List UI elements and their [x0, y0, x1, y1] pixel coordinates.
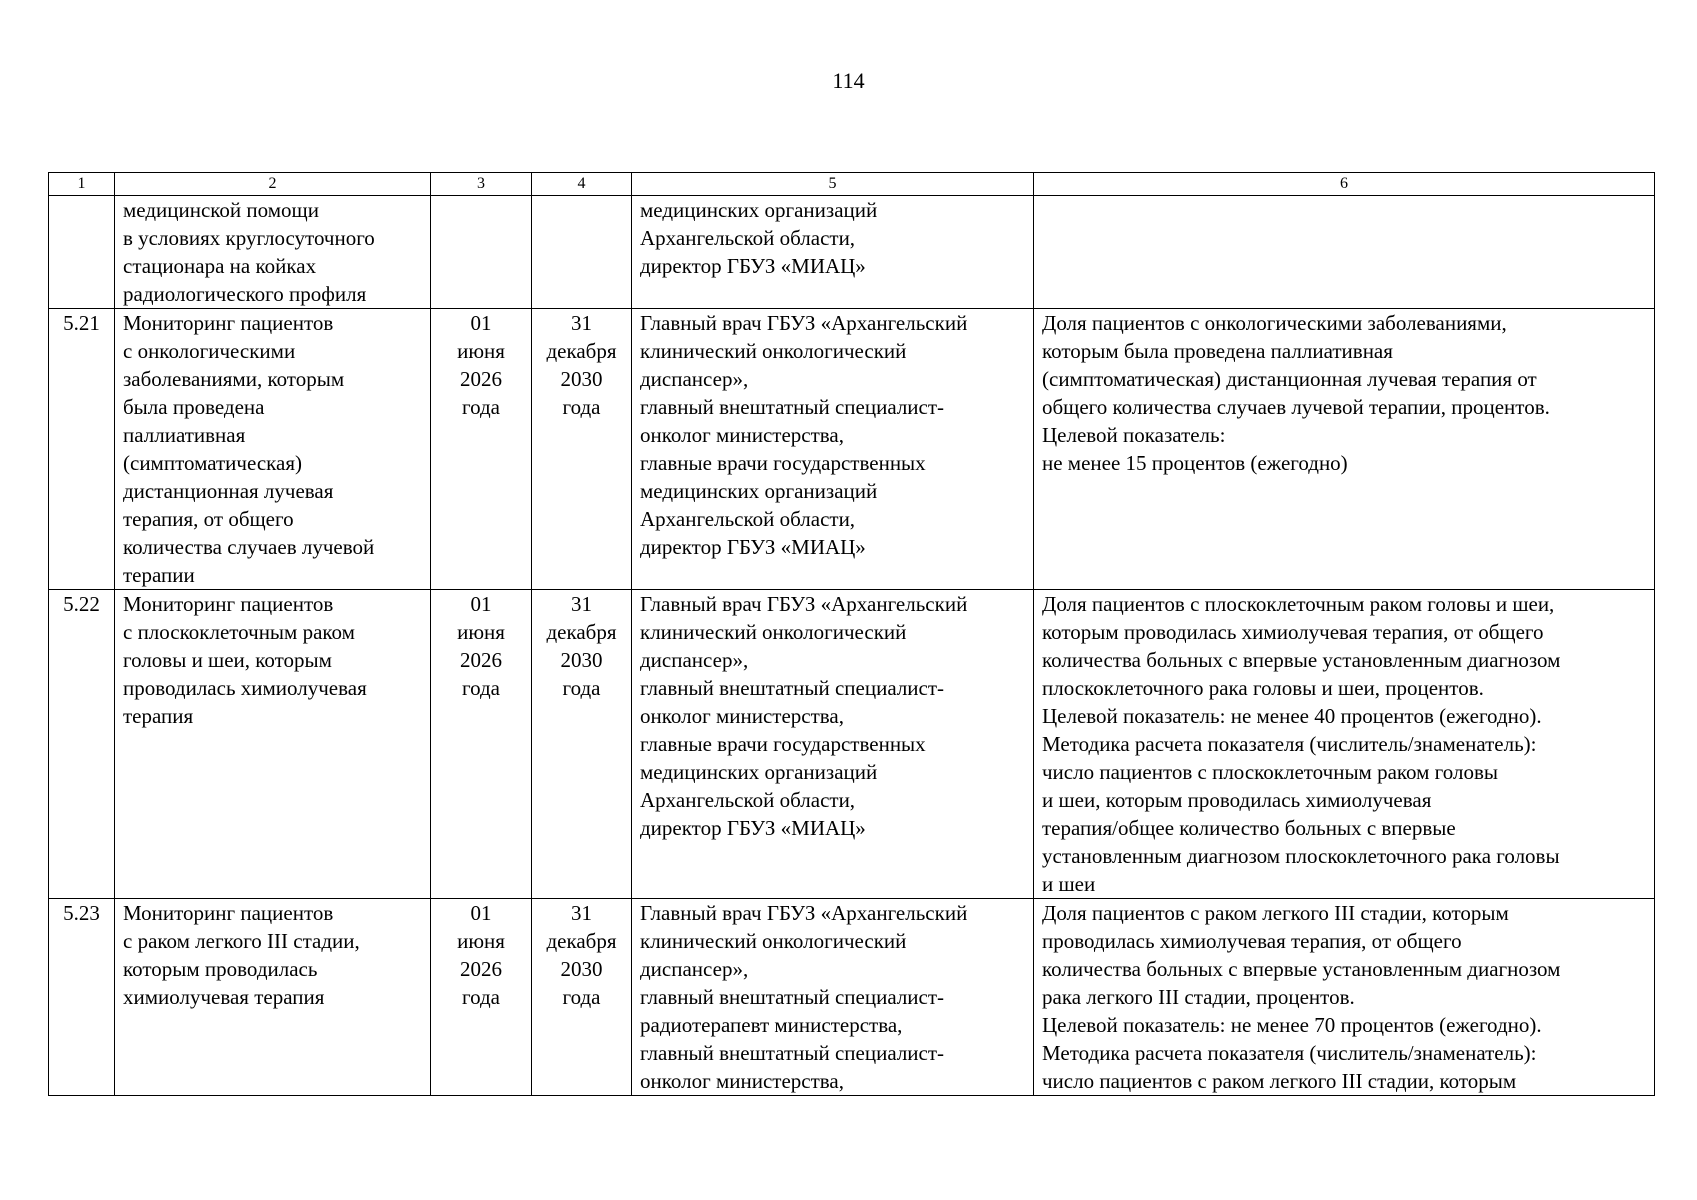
column-number: 6: [1034, 173, 1655, 196]
table-row: [49, 196, 1655, 309]
end-date: 31 декабря 2030 года: [532, 899, 632, 1096]
measures-table: [48, 172, 1655, 1096]
start-date: [431, 196, 532, 309]
responsible: Главный врач ГБУЗ «Архангельский клинический онкологический диспансер», главный внештатный специалист- онколог министерства, главные врачи государственных медицинских организаций Архангельской области, директор ГБУЗ «МИАЦ»: [632, 309, 1034, 590]
start-date: 01 июня 2026 года: [431, 899, 532, 1096]
start-date: 01 июня 2026 года: [431, 590, 532, 899]
measure-name: Мониторинг пациентов с онкологическими заболеваниями, которым была проведена паллиативная (симптоматическая) дистанционная лучевая терапия, от общего количества случаев лучевой терапии: [115, 309, 431, 590]
indicator: Доля пациентов с раком легкого III стадии, которым проводилась химиолучевая терапия, от общего количества больных с впервые установленным диагнозом рака легкого III стадии, процентов. Целевой показатель: не менее 70 процентов (ежегодно). Методика расчета показателя (числитель/знаменатель): число пациентов с раком легкого III стадии, которым: [1034, 899, 1655, 1096]
measure-name: Мониторинг пациентов с плоскоклеточным раком головы и шеи, которым проводилась химиолучевая терапия: [115, 590, 431, 899]
responsible: Главный врач ГБУЗ «Архангельский клинический онкологический диспансер», главный внештатный специалист- радиотерапевт министерства, главный внештатный специалист- онколог министерства,: [632, 899, 1034, 1096]
indicator: [1034, 196, 1655, 309]
row-number: 5.22: [49, 590, 115, 899]
end-date: 31 декабря 2030 года: [532, 309, 632, 590]
table-row: [49, 309, 1655, 590]
measure-name: Мониторинг пациентов с раком легкого III стадии, которым проводилась химиолучевая терапия: [115, 899, 431, 1096]
row-number: [49, 196, 115, 309]
column-number: 3: [431, 173, 532, 196]
table-row: [49, 590, 1655, 899]
responsible: Главный врач ГБУЗ «Архангельский клинический онкологический диспансер», главный внештатный специалист- онколог министерства, главные врачи государственных медицинских организаций Архангельской области, директор ГБУЗ «МИАЦ»: [632, 590, 1034, 899]
indicator: Доля пациентов с онкологическими заболеваниями, которым была проведена паллиативная (симптоматическая) дистанционная лучевая терапия от общего количества случаев лучевой терапии, процентов. Целевой показатель: не менее 15 процентов (ежегодно): [1034, 309, 1655, 590]
column-number: 4: [532, 173, 632, 196]
row-number: 5.21: [49, 309, 115, 590]
page-number: 114: [832, 68, 865, 93]
indicator: Доля пациентов с плоскоклеточным раком головы и шеи, которым проводилась химиолучевая терапия, от общего количества больных с впервые установленным диагнозом плоскоклеточного рака головы и шеи, процентов. Целевой показатель: не менее 40 процентов (ежегодно). Методика расчета показателя (числитель/знаменатель): число пациентов с плоскоклеточным раком головы и шеи, которым проводилась химиолучевая терапия/общее количество больных с впервые установленным диагнозом плоскоклеточного рака головы и шеи: [1034, 590, 1655, 899]
column-number: 2: [115, 173, 431, 196]
table-row: [49, 899, 1655, 1096]
end-date: [532, 196, 632, 309]
column-number-row: [49, 173, 1655, 196]
start-date: 01 июня 2026 года: [431, 309, 532, 590]
column-number: 1: [49, 173, 115, 196]
responsible: медицинских организаций Архангельской области, директор ГБУЗ «МИАЦ»: [632, 196, 1034, 309]
measure-name: медицинской помощи в условиях круглосуточного стационара на койках радиологического профиля: [115, 196, 431, 309]
column-number: 5: [632, 173, 1034, 196]
end-date: 31 декабря 2030 года: [532, 590, 632, 899]
row-number: 5.23: [49, 899, 115, 1096]
